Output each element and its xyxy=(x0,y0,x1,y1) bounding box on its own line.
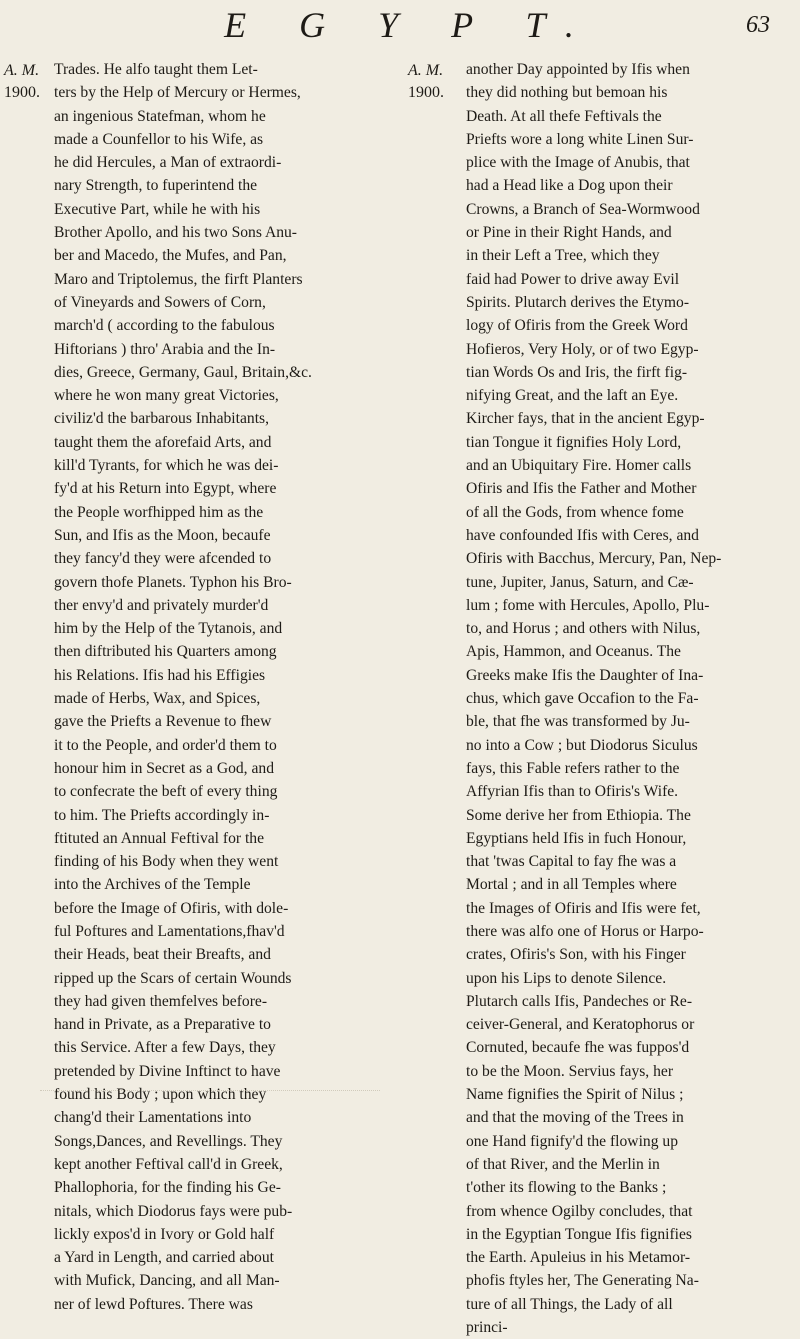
text-line: chus, which gave Occafion to the Fa- xyxy=(466,690,699,708)
text-line: ful Poftures and Lamentations,fhav'd xyxy=(54,922,285,940)
text-line: of that River, and the Merlin in xyxy=(466,1155,660,1173)
text-line: Ofiris and Ifis the Father and Mother xyxy=(466,480,697,498)
text-line: nifying Great, and the laft an Eye. xyxy=(466,387,679,405)
text-line: that 'twas Capital to fay fhe was a xyxy=(466,853,677,871)
text-line: march'd ( according to the fabulous xyxy=(54,317,275,335)
text-line: there was alfo one of Horus or Harpo- xyxy=(466,922,704,940)
text-line: pretended by Divine Inftinct to have xyxy=(54,1062,281,1080)
text-line: Maro and Triptolemus, the firft Planters xyxy=(54,270,303,288)
text-line: his Relations. Ifis had his Effigies xyxy=(54,666,266,684)
text-line: and an Ubiquitary Fire. Homer calls xyxy=(466,457,692,475)
text-line: fy'd at his Return into Egypt, where xyxy=(54,480,277,498)
text-line: from whence Ogilby concludes, that xyxy=(466,1202,693,1220)
text-line: Hiftorians ) thro' Arabia and the In- xyxy=(54,340,276,358)
text-line: and that the moving of the Trees in xyxy=(466,1109,684,1127)
text-line: gave the Priefts a Revenue to fhew xyxy=(54,713,272,731)
text-line: then diftributed his Quarters among xyxy=(54,643,277,661)
text-line: made a Counfellor to his Wife, as xyxy=(54,130,264,148)
text-line: ripped up the Scars of certain Wounds xyxy=(54,969,292,987)
text-line: of Vineyards and Sowers of Corn, xyxy=(54,293,266,311)
text-line: a Yard in Length, and carried about xyxy=(54,1249,274,1267)
text-line: nitals, which Diodorus fays were pub- xyxy=(54,1202,293,1220)
text-line: t'other its flowing to the Banks ; xyxy=(466,1179,667,1197)
text-line: ftituted an Annual Feftival for the xyxy=(54,829,265,847)
text-line: no into a Cow ; but Diodorus Siculus xyxy=(466,736,698,754)
text-line: nary Strength, to fuperintend the xyxy=(54,177,258,195)
text-line: Egyptians held Ifis in fuch Honour, xyxy=(466,829,687,847)
text-line: they did nothing but bemoan his xyxy=(466,84,668,102)
right-margin-note xyxy=(408,60,444,104)
text-line: princi- xyxy=(466,1319,508,1337)
text-line: ner of lewd Poftures. There was xyxy=(54,1295,253,1313)
text-line: had a Head like a Dog upon their xyxy=(466,177,673,195)
text-line: hand in Private, as a Preparative to xyxy=(54,1016,271,1034)
text-line: Executive Part, while he with his xyxy=(54,200,261,218)
text-line: to, and Horus ; and others with Nilus, xyxy=(466,620,701,638)
text-line: phofis ftyles her, The Generating Na- xyxy=(466,1272,699,1290)
right-text-column xyxy=(466,58,776,1339)
text-line: made of Herbs, Wax, and Spices, xyxy=(54,690,261,708)
text-line: they fancy'd they were afcended to xyxy=(54,550,272,568)
right-margin-era: A. M. xyxy=(408,62,444,79)
text-line: Trades. He alfo taught them Let- xyxy=(54,61,258,78)
running-head-title: E G Y P T. xyxy=(224,5,596,45)
right-margin-year: 1900. xyxy=(408,84,444,101)
text-line: crates, Ofiris's Son, with his Finger xyxy=(466,946,686,964)
text-line: to him. The Priefts accordingly in- xyxy=(54,806,270,824)
text-line: Affyrian Ifis than to Ofiris's Wife. xyxy=(466,783,679,801)
text-line: in their Left a Tree, which they xyxy=(466,247,660,265)
text-line: ters by the Help of Mercury or Hermes, xyxy=(54,84,301,102)
text-line: Apis, Hammon, and Oceanus. The xyxy=(466,643,681,661)
text-line: tian Words Os and Iris, the firft fig- xyxy=(466,363,688,381)
text-line: Kircher fays, that in the ancient Egyp- xyxy=(466,410,705,428)
text-line: an ingenious Statefman, whom he xyxy=(54,107,266,125)
text-line: Priefts wore a long white Linen Sur- xyxy=(466,130,694,148)
text-line: kill'd Tyrants, for which he was dei- xyxy=(54,457,279,475)
text-line: to be the Moon. Servius fays, her xyxy=(466,1062,674,1080)
text-line: Songs,Dances, and Revellings. They xyxy=(54,1132,283,1150)
text-line: the Earth. Apuleius in his Metamor- xyxy=(466,1249,691,1267)
text-line: Mortal ; and in all Temples where xyxy=(466,876,677,894)
text-line: upon his Lips to denote Silence. xyxy=(466,969,667,987)
text-line: faid had Power to drive away Evil xyxy=(466,270,680,288)
text-line: where he won many great Victories, xyxy=(54,387,279,405)
text-line: ceiver-General, and Keratophorus or xyxy=(466,1016,695,1034)
text-line: with Mufick, Dancing, and all Man- xyxy=(54,1272,280,1290)
text-line: Sun, and Ifis as the Moon, becaufe xyxy=(54,526,271,544)
text-line: taught them the aforefaid Arts, and xyxy=(54,433,272,451)
text-line: Cornuted, becaufe fhe was fuppos'd xyxy=(466,1039,690,1057)
left-text-column xyxy=(54,58,362,1316)
text-line: found his Body ; upon which they xyxy=(54,1086,267,1104)
page-bottom-edge xyxy=(40,1090,380,1097)
text-line: the People worfhipped him as the xyxy=(54,503,264,521)
left-margin-year: 1900. xyxy=(4,84,40,101)
text-line: into the Archives of the Temple xyxy=(54,876,251,894)
left-margin-note xyxy=(4,60,40,104)
text-line: another Day appointed by Ifis when xyxy=(466,61,690,78)
text-line: finding of his Body when they went xyxy=(54,853,279,871)
text-line: lickly expos'd in Ivory or Gold half xyxy=(54,1225,275,1243)
text-line: ber and Macedo, the Mufes, and Pan, xyxy=(54,247,287,265)
text-line: honour him in Secret as a God, and xyxy=(54,759,274,777)
text-line: ble, that fhe was transformed by Ju- xyxy=(466,713,690,731)
text-line: he did Hercules, a Man of extraordi- xyxy=(54,154,282,172)
text-line: Hofieros, Very Holy, or of two Egyp- xyxy=(466,340,699,358)
text-line: Phallophoria, for the finding his Ge- xyxy=(54,1179,281,1197)
text-line: civiliz'd the barbarous Inhabitants, xyxy=(54,410,269,428)
text-line: ther envy'd and privately murder'd xyxy=(54,596,269,614)
text-line: dies, Greece, Germany, Gaul, Britain,&c. xyxy=(54,363,312,381)
text-line: logy of Ofiris from the Greek Word xyxy=(466,317,688,335)
text-line: to confecrate the beft of every thing xyxy=(54,783,278,801)
text-line: him by the Help of the Tytanois, and xyxy=(54,620,283,638)
text-line: or Pine in their Right Hands, and xyxy=(466,224,672,242)
text-line: kept another Feftival call'd in Greek, xyxy=(54,1155,283,1173)
text-line: have confounded Ifis with Ceres, and xyxy=(466,526,699,544)
text-line: Some derive her from Ethiopia. The xyxy=(466,806,691,824)
text-line: in the Egyptian Tongue Ifis fignifies xyxy=(466,1225,692,1243)
text-line: Crowns, a Branch of Sea-Wormwood xyxy=(466,200,700,218)
text-line: this Service. After a few Days, they xyxy=(54,1039,276,1057)
text-line: Death. At all thefe Feftivals the xyxy=(466,107,662,125)
text-line: Brother Apollo, and his two Sons Anu- xyxy=(54,224,298,242)
left-margin-era: A. M. xyxy=(4,62,40,79)
text-line: their Heads, beat their Breafts, and xyxy=(54,946,271,964)
text-line: tune, Jupiter, Janus, Saturn, and Cæ- xyxy=(466,573,694,591)
text-line: ture of all Things, the Lady of all xyxy=(466,1295,673,1313)
text-line: plice with the Image of Anubis, that xyxy=(466,154,690,172)
text-line: chang'd their Lamentations into xyxy=(54,1109,252,1127)
text-line: govern thofe Planets. Typhon his Bro- xyxy=(54,573,292,591)
text-line: of all the Gods, from whence fome xyxy=(466,503,684,521)
text-line: they had given themfelves before- xyxy=(54,992,268,1010)
text-line: Plutarch calls Ifis, Pandeches or Re- xyxy=(466,992,693,1010)
text-line: Name fignifies the Spirit of Nilus ; xyxy=(466,1086,684,1104)
text-line: Ofiris with Bacchus, Mercury, Pan, Nep- xyxy=(466,550,722,568)
text-line: fays, this Fable refers rather to the xyxy=(466,759,680,777)
text-line: lum ; fome with Hercules, Apollo, Plu- xyxy=(466,596,710,614)
running-head xyxy=(0,4,800,48)
text-line: Greeks make Ifis the Daughter of Ina- xyxy=(466,666,704,684)
text-line: before the Image of Ofiris, with dole- xyxy=(54,899,289,917)
text-line: the Images of Ofiris and Ifis were fet, xyxy=(466,899,701,917)
text-line: Spirits. Plutarch derives the Etymo- xyxy=(466,293,690,311)
page-number: 63 xyxy=(746,12,770,38)
text-line: it to the People, and order'd them to xyxy=(54,736,277,754)
text-line: one Hand fignify'd the flowing up xyxy=(466,1132,678,1150)
text-line: tian Tongue it fignifies Holy Lord, xyxy=(466,433,682,451)
